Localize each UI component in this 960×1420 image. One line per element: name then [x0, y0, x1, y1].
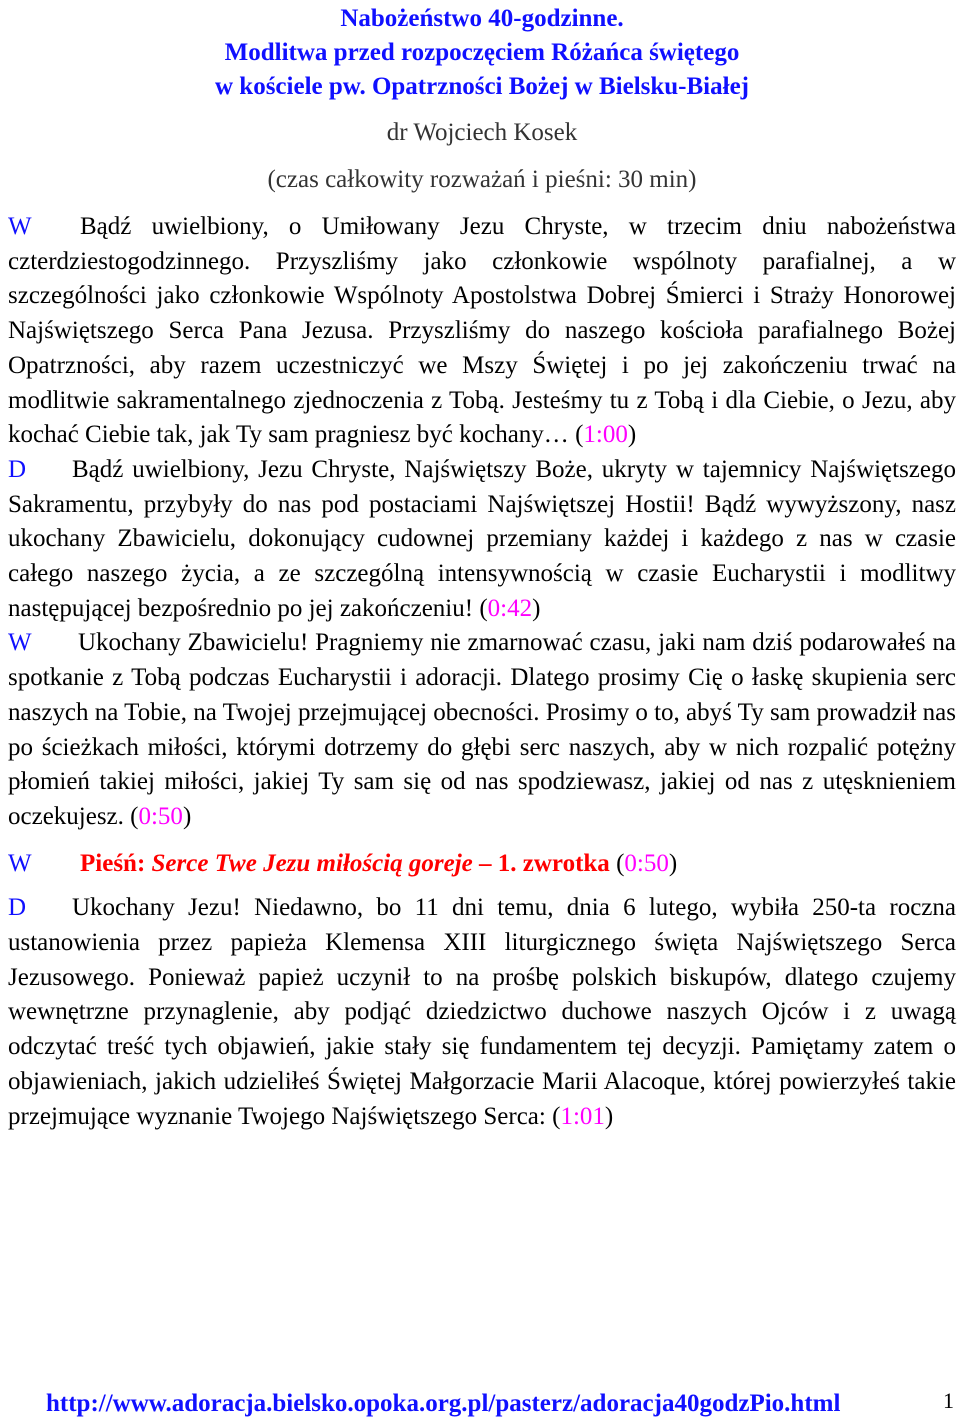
- time-marker: 0:50: [624, 849, 669, 877]
- song-label: Pieśń:: [80, 849, 152, 877]
- title-line-2: Modlitwa przed rozpoczęciem Różańca świętego: [224, 39, 740, 66]
- paragraph-text: Bądź uwielbiony, Jezu Chryste, Najświętszy Boże, ukryty w tajemnicy Najświętszego Sakramentu, przybyły do nas pod postaciami Najświętszej Hostii! Bądź wywyższony, nasz ukochany Zbawicielu, dokonujący cudownej przemiany każdej i każdego z nas w czasie całego naszego życia, a ze szczególną intensywnością w czasie Eucharystii i modlitwy następującej bezpośrednio po jej zakończeniu!: [8, 455, 956, 622]
- paragraph-text: Ukochany Jezu! Niedawno, bo 11 dni temu, dnia 6 lutego, wybiła 250-ta roczna ustanowienia przez papieża Klemensa XIII liturgicznego święta Najświętszego Serca Jezusowego. Ponieważ papież uczynił to na prośbę polskich biskupów, dlatego czujemy wewnętrzne przynaglenie, aby podjąć dziedzictwo duchowe naszych Ojców i z uwagą odczytać treść tych objawień, jakie stały się fundamentem tej decyzji. Pamiętamy zatem o objawieniach, jakich udzieliłeś Świętej Małgorzacie Marii Alacoque, której powierzyłeś takie przejmujące wyznanie Twojego Najświętszego Serca:: [8, 894, 956, 1130]
- time-marker: 1:00: [583, 421, 628, 449]
- paragraph-text: Bądź uwielbiony, o Umiłowany Jezu Chryste, w trzecim dniu nabożeństwa czterdziestogodzinnego. Przyszliśmy jako członkowie wspólnoty parafialnej, a w szczególności jako członkowie Wspólnoty Apostolstwa Dobrej Śmierci i Straży Honorowej Najświętszego Serca Pana Jezusa. Przyszliśmy do naszego kościoła parafialnego Bożej Opatrzności, aby razem uczestniczyć we Mszy Świętej i po jej zakończeniu trwać na modlitwie sakramentalnego zjednoczenia z Tobą. Jesteśmy tu z Tobą i dla Ciebie, o Jezu, aby kochać Ciebie tak, jak Ty sam pragniesz być kochany…: [8, 213, 956, 449]
- document-page: [8, 0, 956, 1134]
- speaker-label: W: [8, 849, 32, 877]
- speaker-label: W: [8, 213, 32, 240]
- song-line: W Pieśń: Serce Twe Jezu miłością goreje – 1. zwrotka (0:50): [8, 847, 956, 882]
- title-line-1: Nabożeństwo 40-godzinne.: [340, 5, 624, 32]
- speaker-label: W: [8, 629, 32, 657]
- time-marker: 0:50: [138, 802, 183, 830]
- song-title: Serce Twe Jezu miłością goreje: [151, 849, 473, 877]
- paragraph-1: W Bądź uwielbiony, o Umiłowany Jezu Chryste, w trzecim dniu nabożeństwa czterdziestogodzinnego. Przyszliśmy jako członkowie wspólnoty parafialnej, a w szczególności jako członkowie Wspólnoty Apostolstwa Dobrej Śmierci i Straży Honorowej Najświętszego Serca Pana Jezusa. Przyszliśmy do naszego kościoła parafialnego Bożej Opatrzności, aby razem uczestniczyć we Mszy Świętej i po jej zakończeniu trwać na modlitwie sakramentalnego zjednoczenia z Tobą. Jesteśmy tu z Tobą i dla Ciebie, o Jezu, aby kochać Ciebie tak, jak Ty sam pragniesz być kochany… (1:00): [8, 210, 956, 453]
- time-marker: 1:01: [560, 1102, 605, 1130]
- document-title: [8, 2, 956, 104]
- footer-url-link[interactable]: http://www.adoracja.bielsko.opoka.org.pl/pasterz/adoracja40godzPio.html: [46, 1390, 841, 1417]
- paragraph-2: D Bądź uwielbiony, Jezu Chryste, Najświętszy Boże, ukryty w tajemnicy Najświętszego Sakramentu, przybyły do nas pod postaciami Najświętszej Hostii! Bądź wywyższony, nasz ukochany Zbawicielu, dokonujący cudownej przemiany każdej i każdego z nas w czasie całego naszego życia, a ze szczególną intensywnością w czasie Eucharystii i modlitwy następującej bezpośrednio po jej zakończeniu! (0:42): [8, 453, 956, 627]
- total-duration: (czas całkowity rozważań i pieśni: 30 min): [267, 166, 697, 193]
- speaker-label: D: [8, 894, 27, 922]
- paragraph-3: W Ukochany Zbawicielu! Pragniemy nie zmarnować czasu, jaki nam dziś podarowałeś na spotkanie z Tobą podczas Eucharystii i adoracji. Dlatego prosimy Cię o łaskę skupienia serc naszych na Tobie, na Twojej przejmującej obecności. Prosimy o to, abyś Ty sam prowadził nas po ścieżkach miłości, którymi dotrzemy do głębi serc naszych, aby w nich rozpalić potężny płomień takiej miłości, jakiej Ty sam się od nas spodziewasz, jakiej od nas z utęsknieniem oczekujesz. (0:50): [8, 626, 956, 834]
- speaker-label: D: [8, 455, 27, 483]
- song-verse: – 1. zwrotka: [472, 849, 610, 877]
- title-line-3: w kościele pw. Opatrzności Bożej w Bielsku-Białej: [215, 73, 749, 100]
- author: dr Wojciech Kosek: [386, 119, 578, 146]
- paragraph-4: D Ukochany Jezu! Niedawno, bo 11 dni temu, dnia 6 lutego, wybiła 250-ta roczna ustanowienia przez papieża Klemensa XIII liturgicznego święta Najświętszego Serca Jezusowego. Ponieważ papież uczynił to na prośbę polskich biskupów, dlatego czujemy wewnętrzne przynaglenie, aby podjąć dziedzictwo duchowe naszych Ojców i z uwagą odczytać treść tych objawień, jakie stały się fundamentem tej decyzji. Pamiętamy zatem o objawieniach, jakich udzieliłeś Świętej Małgorzacie Marii Alacoque, której powierzyłeś takie przejmujące wyznanie Twojego Najświętszego Serca: (1:01): [8, 891, 956, 1134]
- paragraph-text: Ukochany Zbawicielu! Pragniemy nie zmarnować czasu, jaki nam dziś podarowałeś na spotkanie z Tobą podczas Eucharystii i adoracji. Dlatego prosimy Cię o łaskę skupienia serc naszych na Tobie, na Twojej przejmującej obecności. Prosimy o to, abyś Ty sam prowadził nas po ścieżkach miłości, którymi dotrzemy do głębi serc naszych, aby w nich rozpalić potężny płomień takiej miłości, jakiej Ty sam się od nas spodziewasz, jakiej od nas z utęsknieniem oczekujesz.: [8, 629, 956, 830]
- page-number: 1: [943, 1388, 954, 1413]
- time-marker: 0:42: [487, 594, 533, 622]
